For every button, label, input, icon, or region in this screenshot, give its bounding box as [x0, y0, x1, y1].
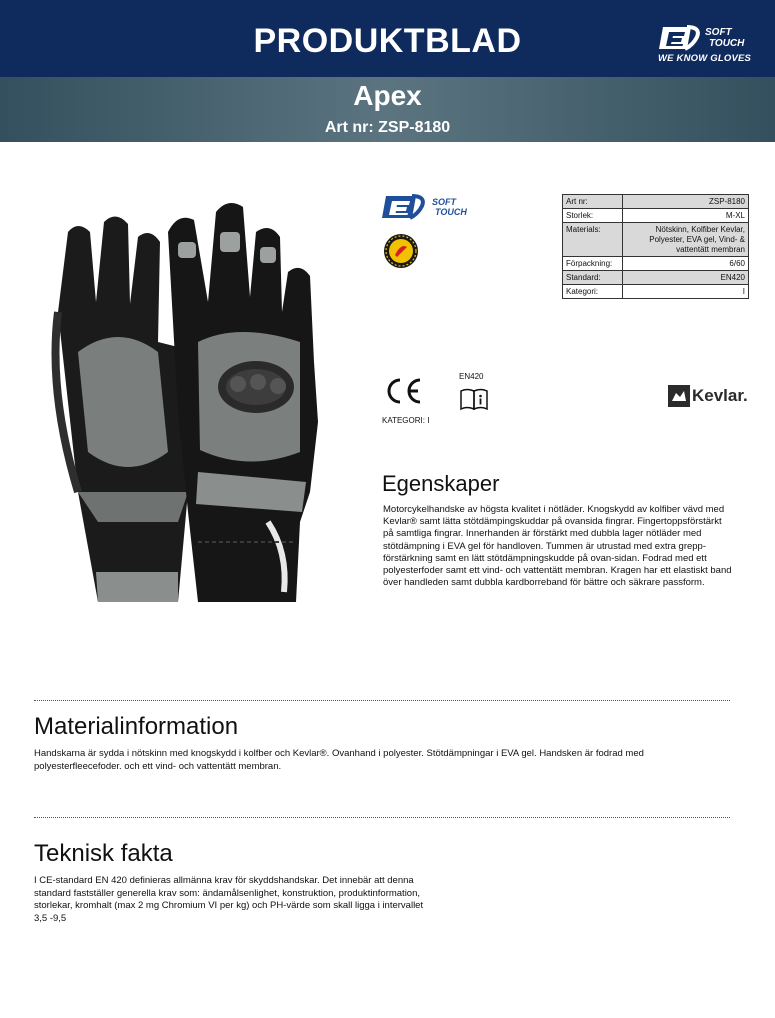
brand-line1: SOFT	[705, 27, 732, 38]
ce-mark-icon	[383, 376, 423, 406]
header-bar	[0, 0, 775, 77]
spec-row	[563, 209, 749, 223]
spec-value: Nötskinn, Kolfiber Kevlar, Polyester, EVA gel, Vind- & vattentätt membran	[623, 223, 749, 257]
soft-touch-logo-icon	[657, 23, 757, 53]
spec-value: EN420	[623, 271, 749, 285]
spec-row	[563, 195, 749, 209]
info-book-icon	[459, 387, 489, 411]
glove-product-image	[38, 192, 338, 622]
spec-value: M-XL	[623, 209, 749, 223]
spec-row	[563, 223, 749, 257]
spec-table	[562, 194, 749, 299]
soft-touch-header-logo	[657, 23, 757, 67]
spec-row	[563, 257, 749, 271]
teknisk-fakta-text: I CE-standard EN 420 definieras allmänna krav för skyddshandskar. Det innebär att denna standard fastställer generella krav som: ändamålsenlighet, konstruktion, produktinformation, storlekar, kromhalt (max 2 mg Chromium VI per kg) och PH-värde som skall ligga i intervallet 3,5 -9,5	[34, 875, 424, 924]
divider	[34, 700, 730, 701]
en-standard-label: EN420	[459, 372, 484, 381]
kevlar-logo	[668, 385, 752, 407]
product-header	[0, 77, 775, 142]
egenskaper-heading: Egenskaper	[382, 471, 500, 496]
egenskaper-text: Motorcykelhandske av högsta kvalitet i nötläder. Knogskydd av kolfiber vävd med Kevlar® samt lätta stötdämpingskuddar på ovansida fingrar. Fingertoppsförstärkt på samtliga fingrar. Innerhanden är förstärkt med dubbla lager nötläder med stötdämpning i EVA gel för handloven. Tummen är utrustad med extra grepp-förstärkning samt en lätt stötdämpningskudde på ovan-sidan. Fodrad med ett polyesterfoder samt ett vind- och vattentätt membran. Kragen har ett elastiskt band över handleden samt dubbla kardborreband för bättre och säkrare passform.	[383, 504, 732, 589]
soft-touch-logo	[380, 192, 470, 222]
back-glove	[168, 203, 318, 602]
sport-leisure-badge-icon	[383, 233, 419, 269]
spec-value: ZSP-8180	[623, 195, 749, 209]
product-name: Apex	[353, 80, 422, 111]
spec-value: 6/60	[623, 257, 749, 271]
spec-key: Kategori:	[563, 285, 623, 299]
spec-row	[563, 285, 749, 299]
spec-key: Materials:	[563, 223, 623, 257]
product-art-nr: Art nr: ZSP-8180	[324, 119, 451, 136]
brand-tagline: WE KNOW GLOVES	[658, 53, 752, 64]
spec-key: Art nr:	[563, 195, 623, 209]
teknisk-fakta-heading: Teknisk fakta	[34, 840, 173, 867]
brand-line2: TOUCH	[709, 38, 745, 49]
materialinformation-heading: Materialinformation	[34, 713, 239, 740]
divider	[34, 817, 730, 818]
logo-line1: SOFT	[432, 197, 456, 207]
spec-key: Storlek:	[563, 209, 623, 223]
spec-value: I	[623, 285, 749, 299]
spec-key: Förpackning:	[563, 257, 623, 271]
kevlar-text: Kevlar.	[692, 386, 748, 405]
spec-row	[563, 271, 749, 285]
category-label: KATEGORI: I	[382, 416, 430, 425]
materialinformation-text: Handskarna är sydda i nötskinn med knogskydd i kolfber och Kevlar®. Ovanhand i polyester. Stötdämpningar i EVA gel. Handsken är fodrad med polyesterfleecefoder. och ett vind- och vattentätt membran.	[34, 748, 644, 772]
kevlar-icon	[668, 385, 690, 407]
spec-key: Standard:	[563, 271, 623, 285]
page-title: PRODUKTBLAD	[253, 22, 522, 60]
logo-line2: TOUCH	[435, 207, 467, 217]
